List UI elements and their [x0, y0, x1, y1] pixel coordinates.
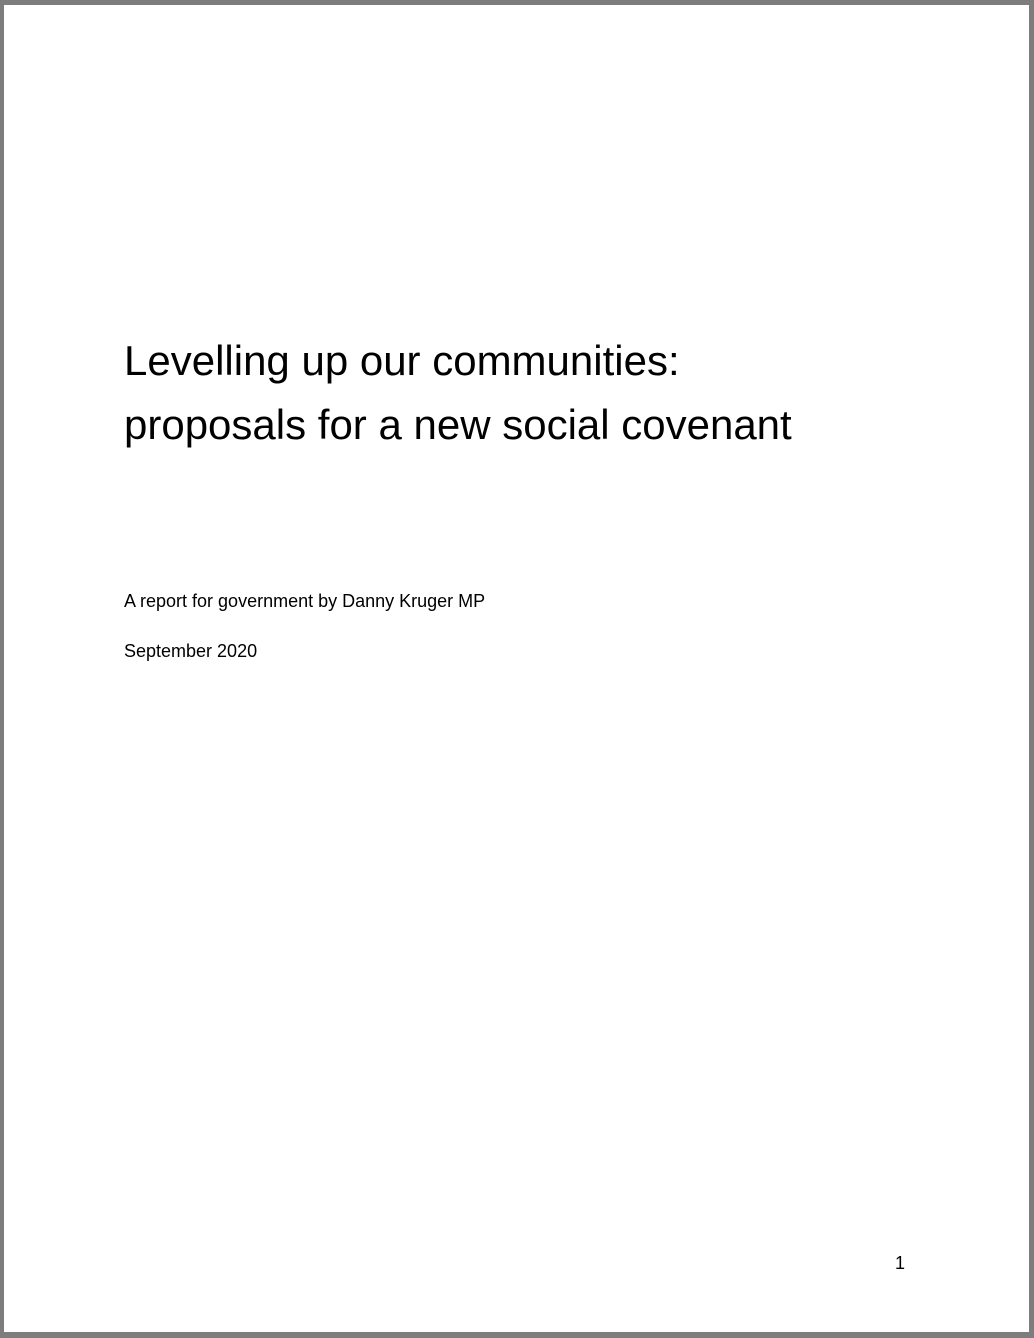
title-line-2: proposals for a new social covenant	[124, 401, 792, 448]
report-title	[124, 329, 792, 457]
report-date: September 2020	[124, 641, 258, 661]
report-byline: A report for government by Danny Kruger MP	[124, 591, 486, 611]
page-number: 1	[895, 1253, 906, 1273]
title-line-1: Levelling up our communities:	[124, 337, 680, 384]
